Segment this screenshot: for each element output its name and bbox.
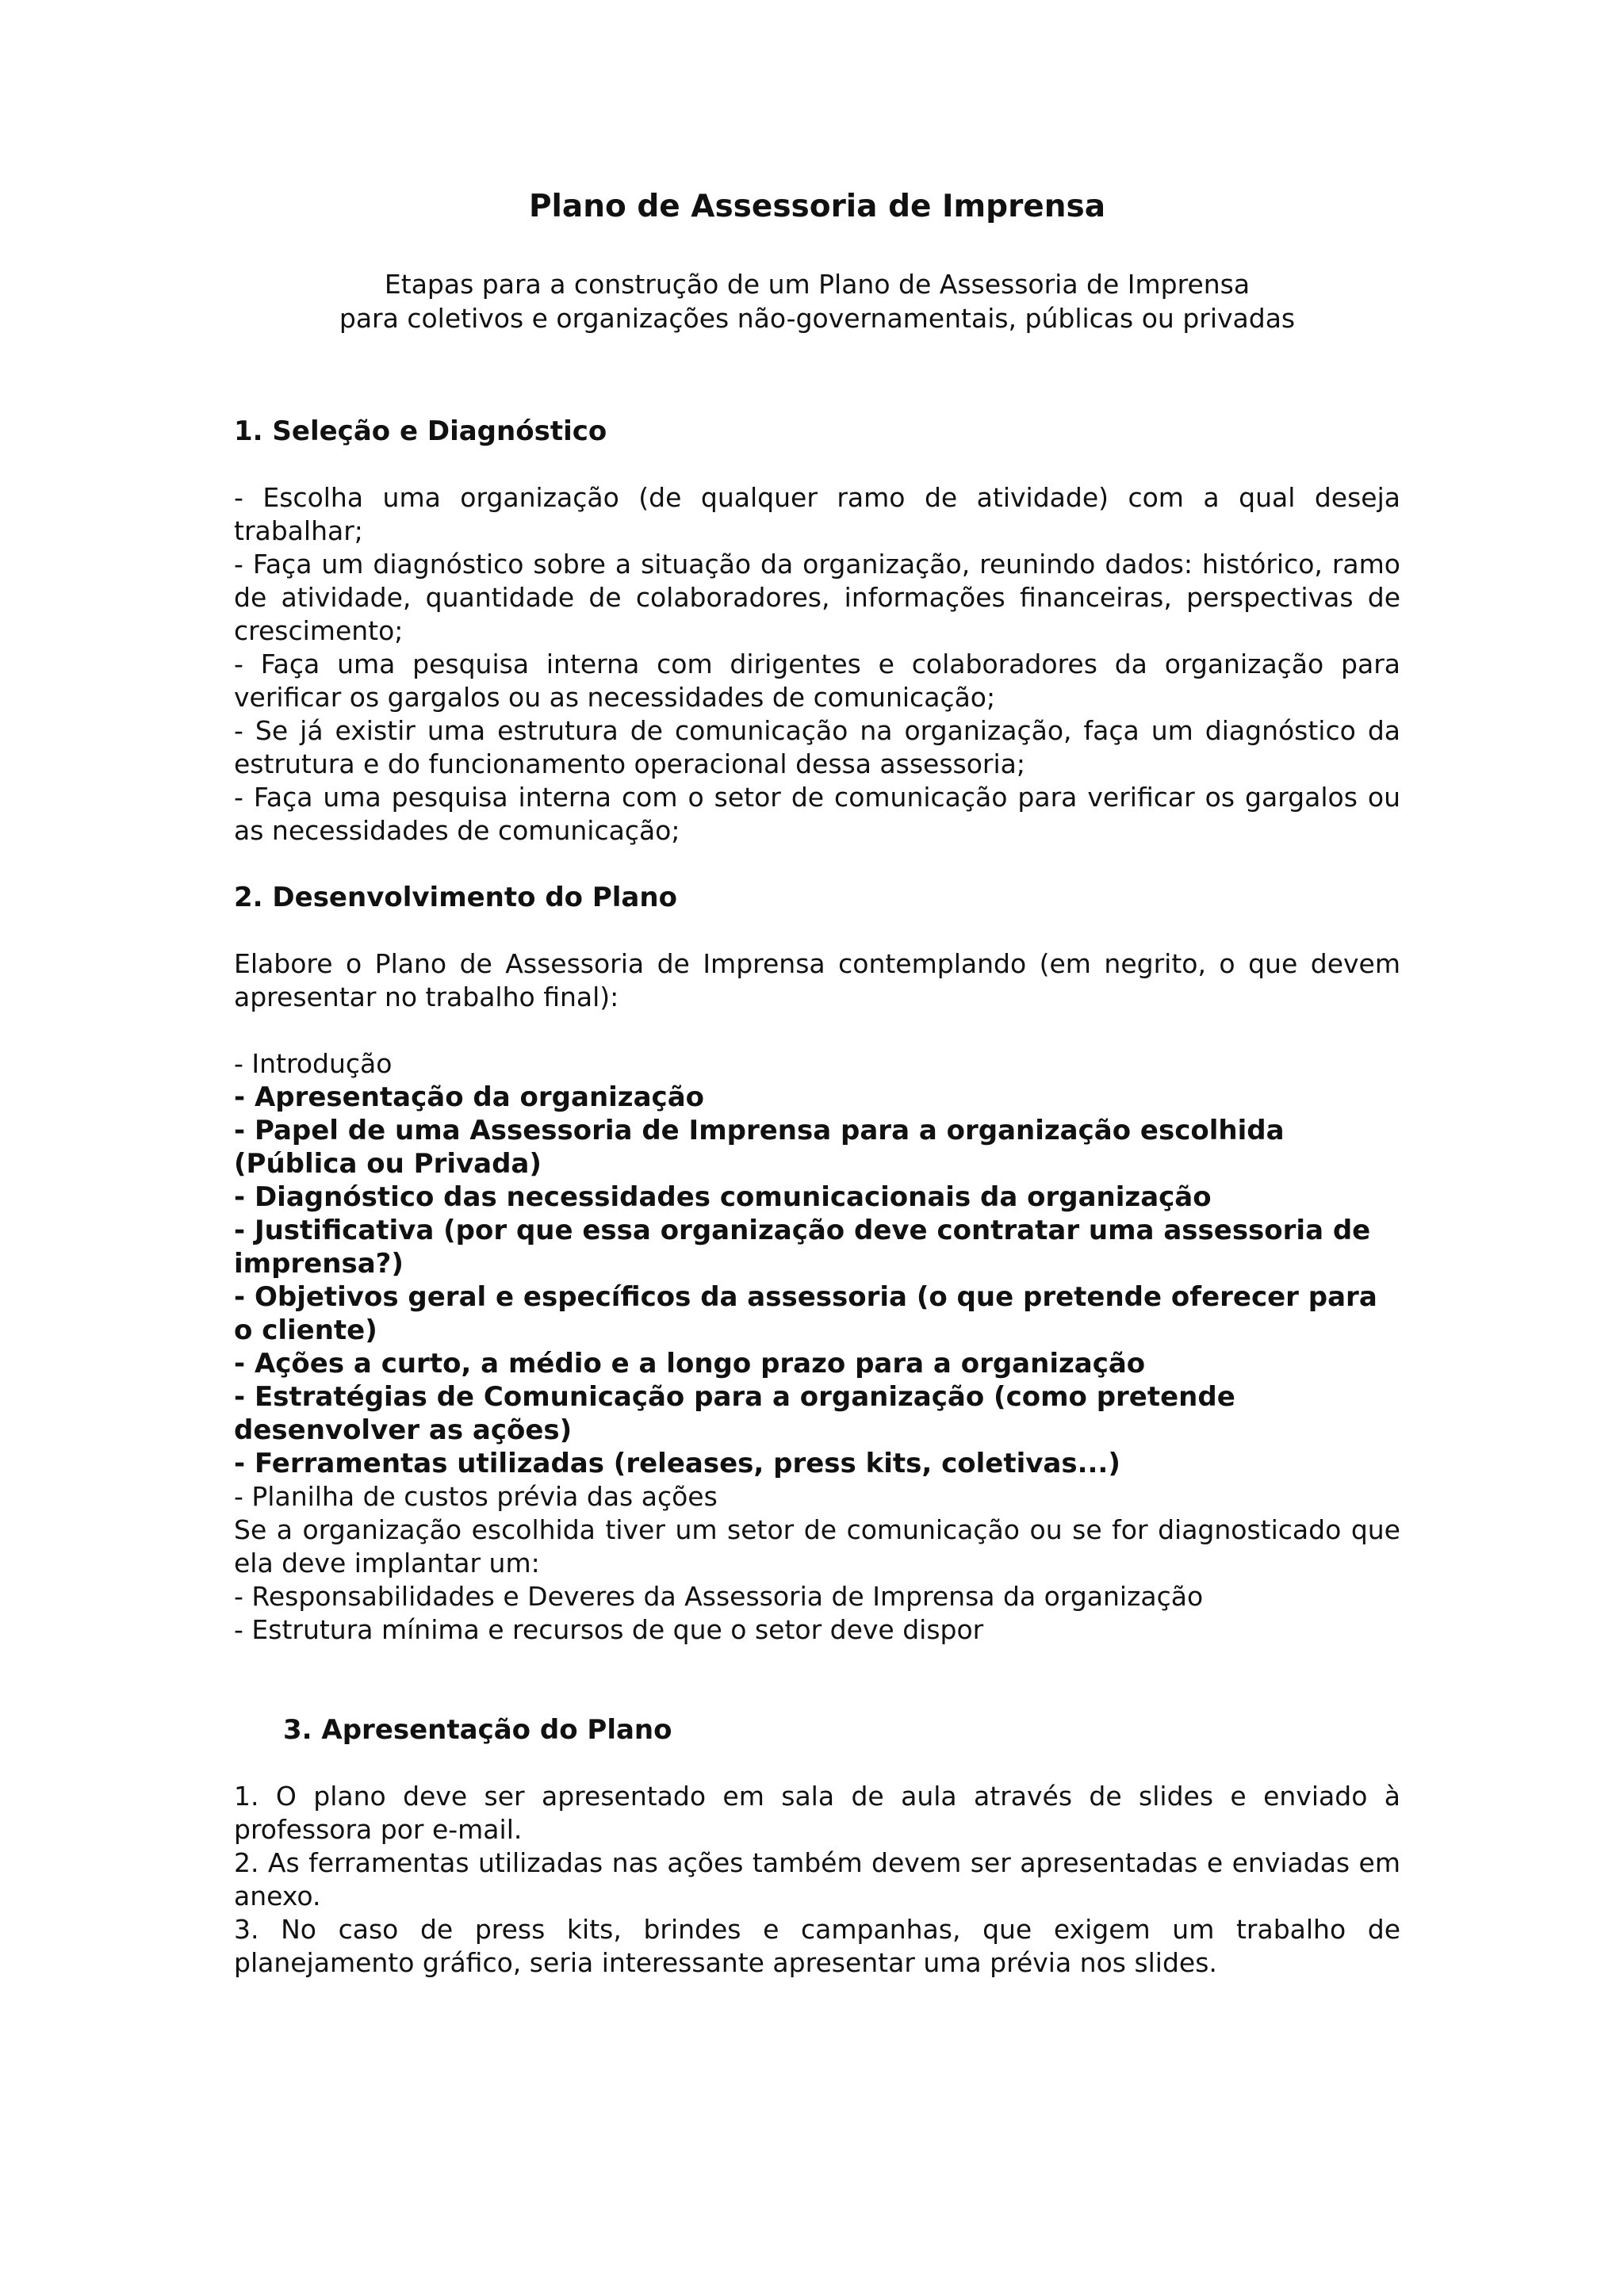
list-item: - Ferramentas utilizadas (releases, press kits, coletivas...): [234, 1447, 1120, 1479]
section-heading-apresentacao: 3. Apresentação do Plano: [283, 1713, 672, 1746]
list-item: - Justificativa (por que essa organização deve contratar uma assessoria de imprensa?): [234, 1214, 1371, 1280]
list-item: - Faça um diagnóstico sobre a situação da organização, reunindo dados: histórico, ramo de atividade, quantidade de colaboradores, informações financeiras, perspectivas de crescimento;: [234, 548, 1400, 646]
list-item: - Papel de uma Assessoria de Imprensa para a organização escolhida (Pública ou Privada): [234, 1114, 1285, 1180]
list-item: - Ações a curto, a médio e a longo prazo para a organização: [234, 1347, 1146, 1380]
section2-intro: Elabore o Plano de Assessoria de Imprensa contemplando (em negrito, o que devem apresentar no trabalho final):: [234, 947, 1400, 1012]
list-item: - Diagnóstico das necessidades comunicacionais da organização: [234, 1181, 1212, 1213]
list-item: 3. No caso de press kits, brindes e campanhas, que exigem um trabalho de planejamento gráfico, seria interessante apresentar uma prévia nos slides.: [234, 1913, 1400, 1978]
list-item: - Estrutura mínima e recursos de que o setor deve dispor: [234, 1613, 984, 1645]
subtitle-line: para coletivos e organizações não-governamentais, públicas ou privadas: [339, 302, 1296, 334]
list-item: - Apresentação da organização: [234, 1081, 704, 1113]
list-item: - Faça uma pesquisa interna com dirigentes e colaboradores da organização para verificar os gargalos ou as necessidades de comunicação;: [234, 648, 1400, 713]
plan-contents-list: [234, 1047, 1400, 1513]
list-item: - Responsabilidades e Deveres da Assessoria de Imprensa da organização: [234, 1580, 1204, 1612]
list-item: - Estratégias de Comunicação para a organização (como pretende desenvolver as ações): [234, 1380, 1235, 1446]
spacer: [234, 1680, 1400, 1713]
section2-conditional: [234, 1513, 1400, 1647]
list-item: - Planilha de custos prévia das ações: [234, 1480, 718, 1512]
document-title: Plano de Assessoria de Imprensa: [528, 189, 1106, 224]
list-item: - Escolha uma organização (de qualquer ramo de atividade) com a qual deseja trabalhar;: [234, 481, 1400, 546]
section3-body: [234, 1780, 1400, 1980]
document-subtitle: [234, 267, 1400, 335]
list-item: - Objetivos geral e específicos da assessoria (o que pretende oferecer para o cliente): [234, 1280, 1377, 1346]
conditional-list: [234, 1580, 1400, 1647]
list-item: - Se já existir uma estrutura de comunicação na organização, faça um diagnóstico da estrutura e do funcionamento operacional dessa assessoria;: [234, 714, 1400, 779]
list-item: 2. As ferramentas utilizadas nas ações também devem ser apresentadas e enviadas em anexo.: [234, 1846, 1400, 1911]
list-item: 1. O plano deve ser apresentado em sala de aula através de slides e enviado à professora por e-mail.: [234, 1780, 1400, 1845]
list-item: - Faça uma pesquisa interna com o setor de comunicação para verificar os gargalos ou as necessidades de comunicação;: [234, 781, 1400, 846]
section-heading-selecao: 1. Seleção e Diagnóstico: [234, 415, 607, 447]
conditional-intro: Se a organização escolhida tiver um setor de comunicação ou se for diagnosticado que ela deve implantar um:: [234, 1513, 1400, 1578]
section-heading-desenvolvimento: 2. Desenvolvimento do Plano: [234, 881, 677, 913]
section1-body: [234, 481, 1400, 848]
subtitle-line: Etapas para a construção de um Plano de Assessoria de Imprensa: [384, 268, 1251, 300]
list-item: - Introdução: [234, 1047, 393, 1079]
